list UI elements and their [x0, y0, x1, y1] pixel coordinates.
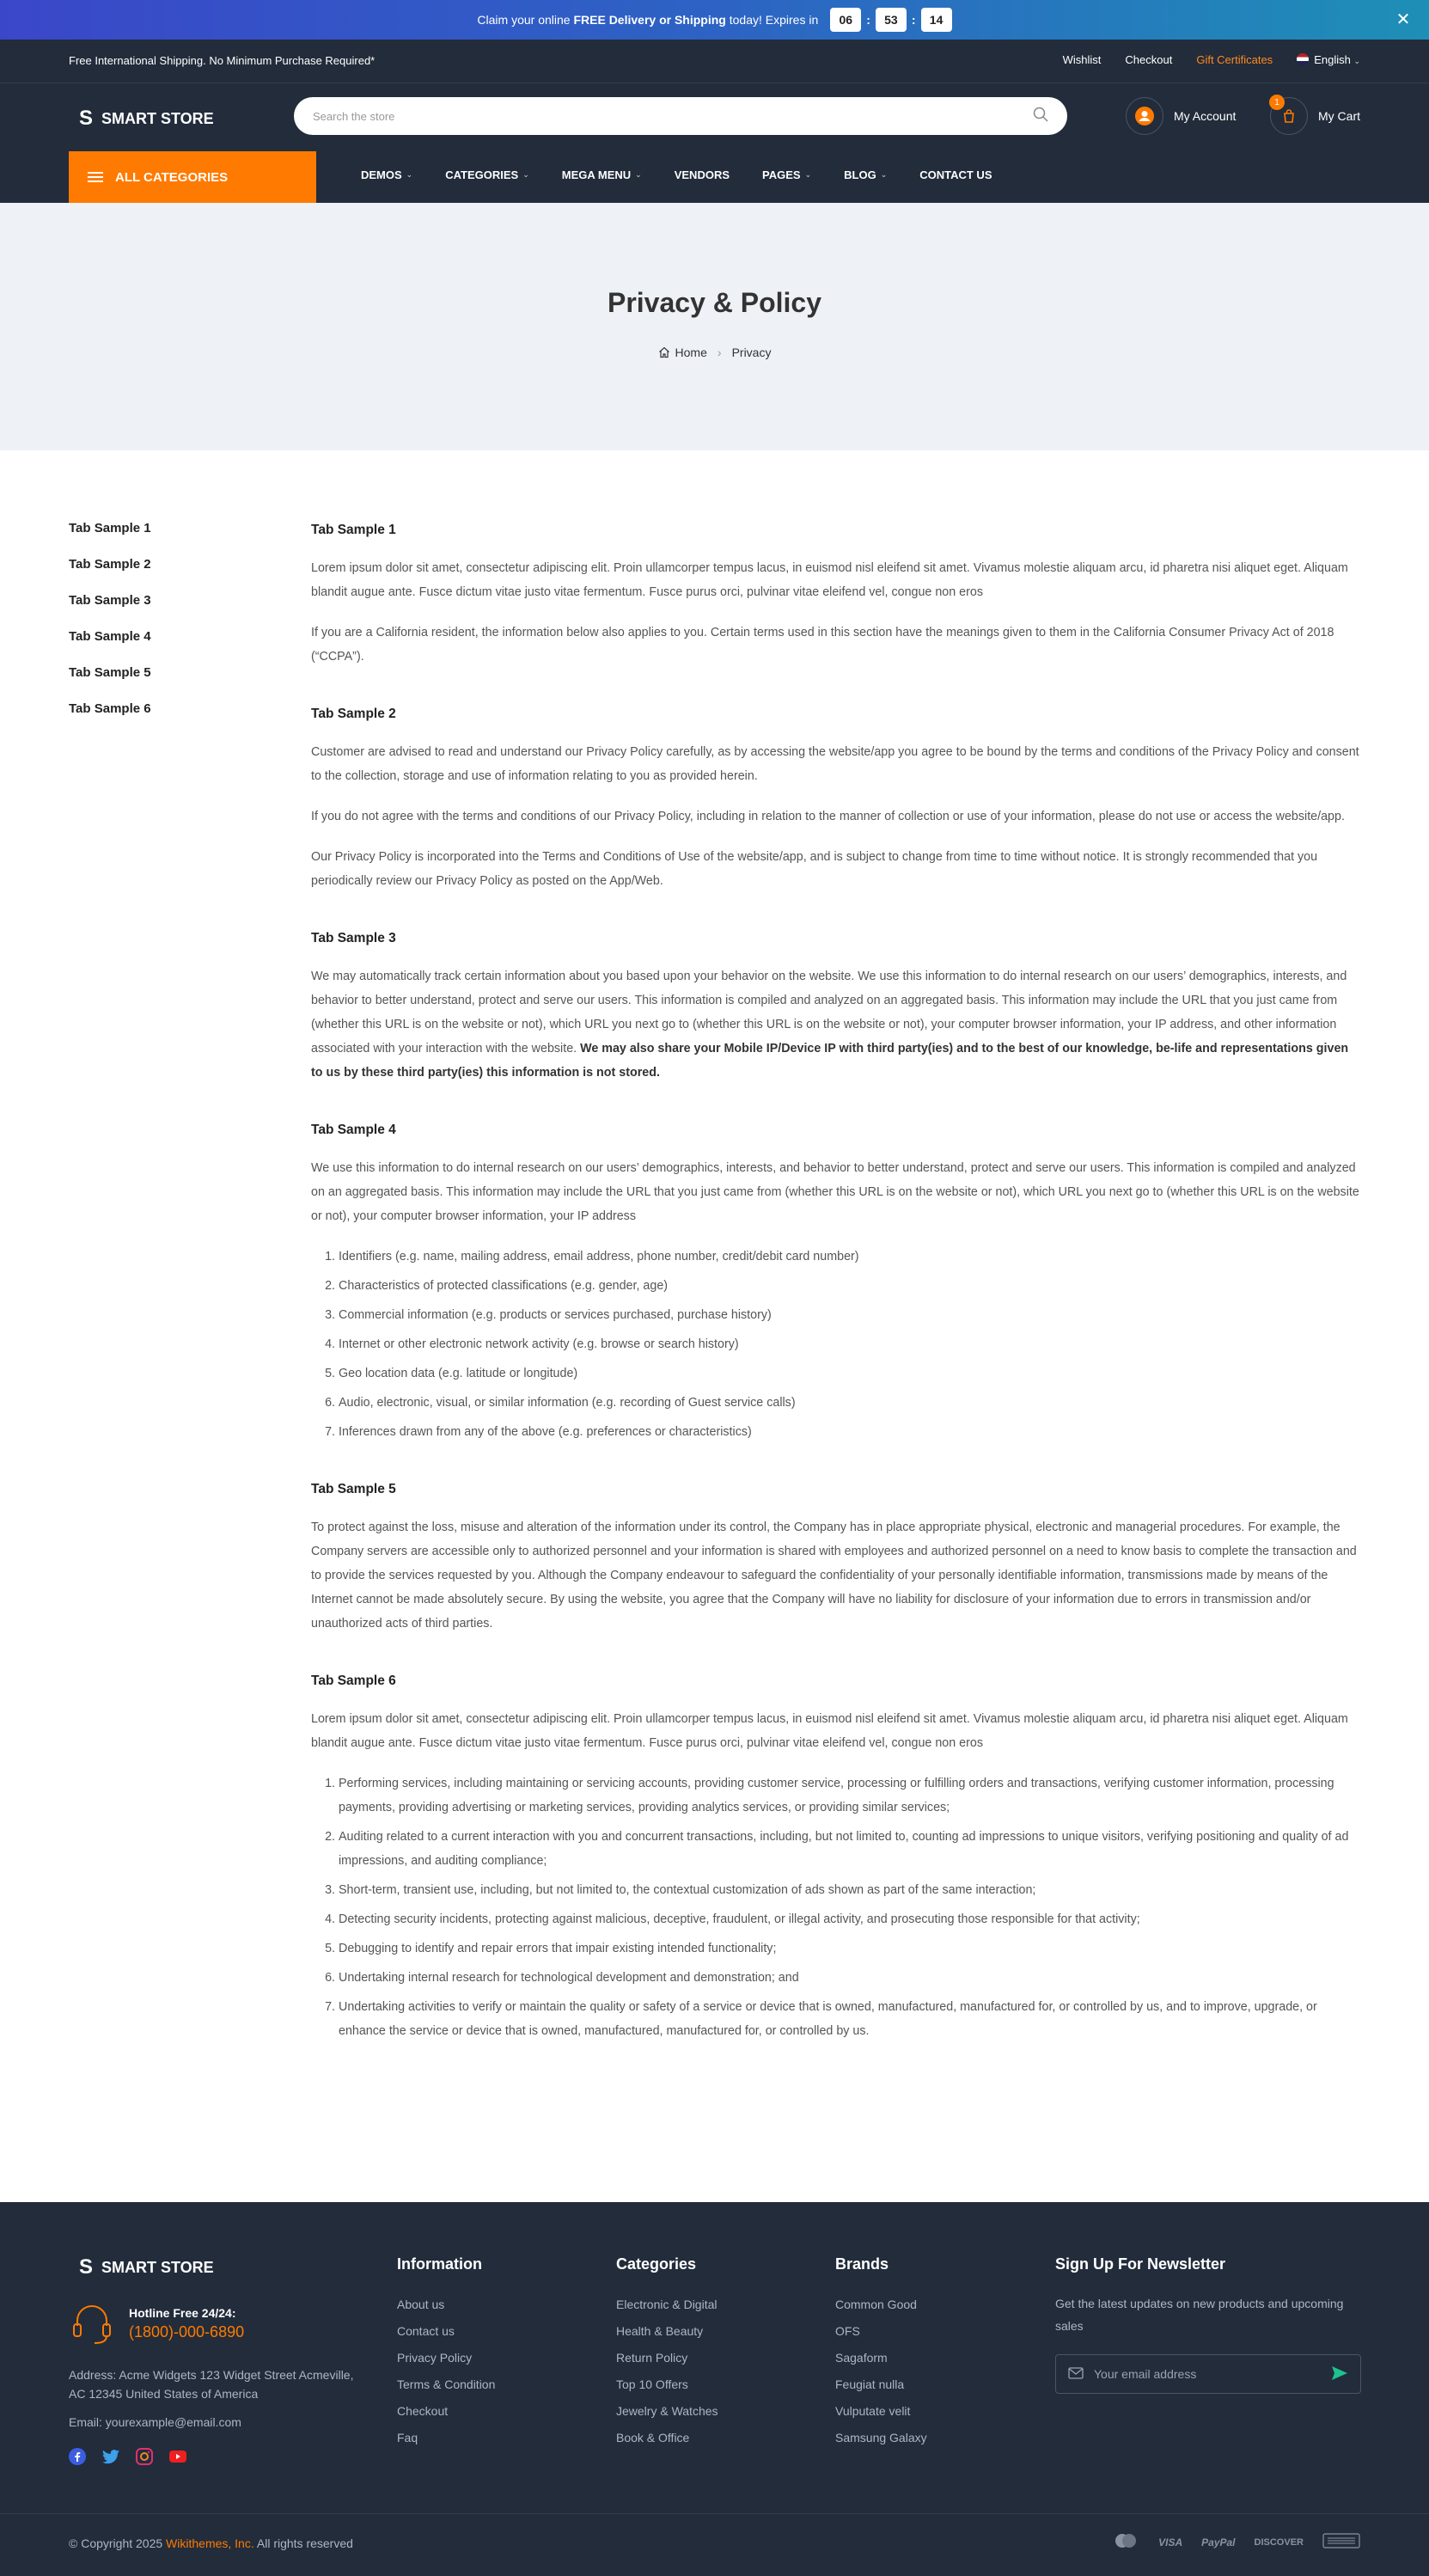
breadcrumb: [0, 346, 1429, 359]
chevron-down-icon: ⌄: [880, 170, 888, 179]
footer-divider: [0, 2513, 1429, 2514]
section-paragraph: If you do not agree with the terms and conditions of our Privacy Policy, including in relation to the manner of collection or use of your information, please do not use or access the website/app.: [311, 810, 1345, 823]
footer-info-link[interactable]: Faq: [397, 2431, 418, 2444]
newsletter-email-input[interactable]: [1094, 2367, 1321, 2381]
nav-item-label: CONTACT US: [919, 168, 992, 181]
tab-sample-5[interactable]: Tab Sample 5: [69, 665, 151, 680]
footer-logo-text: SMART STORE: [101, 2258, 214, 2276]
countdown-hours: 06: [830, 8, 861, 32]
chevron-down-icon: ⌄: [406, 170, 413, 179]
nav-item-label: VENDORS: [674, 168, 730, 181]
section-paragraph: Our Privacy Policy is incorporated into the Terms and Conditions of Use of the website/app, and is subject to change from time to time without notice. It is strongly recommended that you periodically review our Privacy Policy as posted on the App/Web.: [311, 850, 1318, 888]
footer-category-link[interactable]: Return Policy: [616, 2351, 688, 2365]
footer-brands-column: [835, 2255, 927, 2457]
footer-brand-link[interactable]: OFS: [835, 2324, 860, 2338]
us-flag-icon: [1297, 53, 1309, 65]
footer-category-link[interactable]: Jewelry & Watches: [616, 2404, 718, 2418]
list-item: 6. Undertaking internal research for technological development and demonstration; and: [339, 1966, 1361, 1990]
list-item: 7. Undertaking activities to verify or maintain the quality or safety of a service or device that is owned, manufactured, manufactured for, or controlled by us, and to improve, upgrade, or enhance the service or device that is owned, manufactured, manufactured for, or controlled by us.: [339, 1995, 1361, 2043]
footer-brand-link[interactable]: Common Good: [835, 2298, 917, 2311]
footer-category-link[interactable]: Electronic & Digital: [616, 2298, 718, 2311]
logo-mark: S: [79, 107, 94, 130]
twitter-icon[interactable]: [101, 2448, 120, 2468]
list-item: 5. Debugging to identify and repair errors that impair existing intended functionality;: [339, 1937, 1361, 1961]
nav-item-label: MEGA MENU: [561, 168, 632, 181]
newsletter-text: Get the latest updates on new products and upcoming sales: [1055, 2297, 1344, 2333]
tab-sample-2[interactable]: Tab Sample 2: [69, 557, 151, 572]
bold-statement: We may also share your Mobile IP/Device IP with third party(ies) and to the best of our knowledge, be-life and representations given to us by these third party(ies) this information is not stored.: [311, 1042, 1349, 1080]
close-icon[interactable]: ✕: [1395, 10, 1411, 29]
utility-links: [1063, 53, 1360, 66]
tab-sample-3[interactable]: Tab Sample 3: [69, 593, 151, 608]
section-6: [311, 1672, 1361, 2043]
chevron-down-icon: ⌄: [522, 170, 529, 179]
nav-menu: [361, 168, 992, 181]
countdown-seconds: 14: [921, 8, 952, 32]
search-input[interactable]: [313, 110, 1033, 123]
list-item: 5. Geo location data (e.g. latitude or longitude): [339, 1361, 1361, 1386]
chevron-down-icon: ⌄: [1353, 57, 1360, 65]
section-paragraph: Lorem ipsum dolor sit amet, consectetur adipiscing elit. Proin ullamcorper tempus lacus, in euismod nisl eleifend sit amet. Vivamus molestie aliquam arcu, id pharetra nisi aliquet eget. Aliquam blandit augue ante. Fusce dictum vitae justo vitae fermentum. Fusce purus orci, pulvinar vitae eleifend vel, congue non eros: [311, 561, 1348, 599]
footer-info-link[interactable]: Checkout: [397, 2404, 449, 2418]
chevron-down-icon: ⌄: [635, 170, 642, 179]
nav-item-label: BLOG: [844, 168, 876, 181]
footer-info-link[interactable]: Terms & Condition: [397, 2377, 496, 2391]
tab-sample-4[interactable]: Tab Sample 4: [69, 629, 151, 644]
list-item: 1. Identifiers (e.g. name, mailing address, email address, phone number, credit/debit card number): [339, 1245, 1361, 1269]
instagram-icon[interactable]: [136, 2448, 153, 2468]
section-list: [311, 1771, 1361, 2043]
nav-item-pages[interactable]: [762, 168, 811, 181]
account-button[interactable]: [1126, 97, 1236, 135]
amex-icon: [1322, 2532, 1360, 2552]
section-paragraph: We use this information to do internal research on our users’ demographics, interests, and behavior to better understand, protect and serve our users. This information is compiled and analyzed on an aggregated basis. This information may include the URL that you just came from (whether this URL is on the website or not), which URL you next go to (whether this URL is on the website or not), your computer browser information, your IP address: [311, 1161, 1359, 1223]
section-paragraph: Lorem ipsum dolor sit amet, consectetur adipiscing elit. Proin ullamcorper tempus lacus, in euismod nisl eleifend sit amet. Vivamus molestie aliquam arcu, id pharetra nisi aliquet eget. Aliquam blandit augue ante. Fusce dictum vitae justo vitae fermentum. Fusce purus orci, pulvinar vitae eleifend vel, congue non eros: [311, 1712, 1348, 1750]
page-title: Privacy & Policy: [607, 287, 822, 318]
nav-item-vendors[interactable]: [675, 168, 730, 181]
user-icon: [1126, 97, 1163, 135]
footer-brand-link[interactable]: Feugiat nulla: [835, 2377, 905, 2391]
footer-brand-link[interactable]: Samsung Galaxy: [835, 2431, 927, 2444]
logo-text: SMART STORE: [101, 109, 214, 127]
footer-info-title: Information: [397, 2255, 482, 2273]
section-list: [311, 1245, 1361, 1444]
section-title: Tab Sample 1: [311, 523, 396, 537]
footer-info-link[interactable]: Privacy Policy: [397, 2351, 473, 2365]
search-icon[interactable]: [1033, 107, 1048, 126]
list-item: 3. Commercial information (e.g. products or services purchased, purchase history): [339, 1303, 1361, 1327]
home-icon: [658, 346, 670, 358]
social-links: [69, 2448, 187, 2468]
nav-item-label: PAGES: [762, 168, 801, 181]
current-crumb: Privacy: [731, 346, 772, 359]
cart-button[interactable]: [1270, 97, 1360, 135]
utility-bar: [0, 40, 1429, 83]
checkout-link[interactable]: Checkout: [1125, 53, 1173, 66]
section-2: [311, 705, 1361, 893]
payment-methods: [1112, 2532, 1360, 2552]
wishlist-link[interactable]: Wishlist: [1062, 53, 1102, 66]
footer-category-link[interactable]: Top 10 Offers: [616, 2377, 688, 2391]
list-item: 4. Internet or other electronic network activity (e.g. browse or search history): [339, 1332, 1361, 1356]
footer-info-link[interactable]: Contact us: [397, 2324, 455, 2338]
footer-address: Address: Acme Widgets 123 Widget Street Acmeville, AC 12345 United States of America: [69, 2368, 354, 2401]
language-label: English: [1314, 53, 1351, 66]
section-title: Tab Sample 2: [311, 707, 396, 721]
facebook-icon[interactable]: [69, 2448, 86, 2468]
section-4: [311, 1121, 1361, 1444]
nav-item-demos[interactable]: [361, 168, 412, 181]
list-item: 2. Characteristics of protected classifications (e.g. gender, age): [339, 1274, 1361, 1298]
footer-category-link[interactable]: Book & Office: [616, 2431, 690, 2444]
home-crumb[interactable]: [658, 346, 707, 359]
footer-info-column: [397, 2255, 495, 2457]
hotline-label: Hotline Free 24/24:: [129, 2305, 236, 2320]
page-hero: [0, 203, 1429, 450]
section-1: [311, 521, 1361, 669]
search-bar: [294, 97, 1067, 135]
chevron-down-icon: ⌄: [804, 170, 812, 179]
youtube-icon[interactable]: [168, 2448, 187, 2468]
list-item: 3. Short-term, transient use, including, but not limited to, the contextual customization of ads shown as part of the same interaction;: [339, 1878, 1361, 1902]
copyright-brand-link[interactable]: Wikithemes, Inc.: [166, 2536, 254, 2550]
countdown-minutes: 53: [876, 8, 907, 32]
nav-item-label: CATEGORIES: [445, 168, 519, 181]
all-categories-button[interactable]: [69, 151, 316, 203]
nav-item-mega-menu[interactable]: [562, 168, 642, 181]
footer-info-link[interactable]: About us: [397, 2298, 445, 2311]
mail-icon: [1068, 2367, 1084, 2382]
chevron-right-icon: ›: [717, 346, 722, 359]
tab-sample-1[interactable]: Tab Sample 1: [69, 521, 151, 535]
mastercard-icon: [1112, 2532, 1139, 2552]
list-item: 6. Audio, electronic, visual, or similar information (e.g. recording of Guest service calls): [339, 1391, 1361, 1415]
footer: [0, 2202, 1429, 2576]
footer-brands-title: Brands: [835, 2255, 889, 2273]
cart-count-badge: 1: [1269, 95, 1285, 110]
list-item: 7. Inferences drawn from any of the above (e.g. preferences or characteristics): [339, 1420, 1361, 1444]
copyright: © Copyright 2025 Wikithemes, Inc. All rights reserved: [69, 2536, 353, 2550]
footer-categories-title: Categories: [616, 2255, 697, 2273]
logo[interactable]: [79, 107, 214, 131]
nav-item-blog[interactable]: [844, 168, 887, 181]
footer-brand-link[interactable]: Vulputate velit: [835, 2404, 911, 2418]
nav-item-categories[interactable]: [445, 168, 529, 181]
section-paragraph: If you are a California resident, the information below also applies to you. Certain terms used in this section have the meanings given to them in the California Consumer Privacy Act of 2018 (“CCPA”).: [311, 626, 1334, 664]
hotline: [69, 2300, 244, 2347]
send-icon[interactable]: [1331, 2365, 1348, 2383]
section-paragraph: To protect against the loss, misuse and alteration of the information under its control, the Company has in place appropriate physical, electronic and managerial procedures. For example, the Company servers are accessible only to authorized personnel and your information is shared with employees and authorized personnel on a need to know basis to complete the transaction and to provide the services requested by you. Although the Company endeavour to safeguard the confidentiality of your personally identifiable information, transmissions made by means of the Internet cannot be made absolutely secure. By using the website, you agree that the Company will have no liability for disclosure of your information due to errors in transmission and/or unauthorized acts of third parties.: [311, 1521, 1357, 1631]
nav-item-label: DEMOS: [361, 168, 402, 181]
footer-logo[interactable]: [79, 2255, 214, 2279]
footer-category-link[interactable]: Health & Beauty: [616, 2324, 704, 2338]
headset-icon: [69, 2300, 115, 2347]
discover-label: DISCOVER: [1254, 2536, 1304, 2548]
visa-label: VISA: [1158, 2536, 1183, 2548]
countdown: 06 : 53 : 14: [830, 8, 951, 32]
list-item: 1. Performing services, including maintaining or servicing accounts, providing customer service, processing or fulfilling orders and transactions, verifying customer information, processing payments, providing advertising or marketing services, providing analytics services, or providing similar services;: [339, 1771, 1361, 1820]
cart-label: My Cart: [1318, 109, 1360, 123]
nav-item-contact-us[interactable]: [919, 168, 992, 181]
list-item: 4. Detecting security incidents, protecting against malicious, deceptive, fraudulent, or illegal activity, and prosecuting those responsible for that activity;: [339, 1907, 1361, 1931]
section-title: Tab Sample 3: [311, 931, 396, 945]
paypal-label: PayPal: [1201, 2536, 1236, 2548]
footer-email[interactable]: Email: yourexample@email.com: [69, 2415, 241, 2429]
policy-tabs: [69, 521, 151, 716]
newsletter-form: [1055, 2354, 1361, 2394]
home-crumb-label: Home: [675, 346, 707, 359]
section-5: [311, 1480, 1361, 1636]
section-title: Tab Sample 5: [311, 1482, 396, 1496]
shipping-notice: Free International Shipping. No Minimum Purchase Required*: [69, 54, 376, 67]
footer-categories-column: [616, 2255, 718, 2457]
section-title: Tab Sample 4: [311, 1123, 396, 1137]
section-paragraph: Customer are advised to read and understand our Privacy Policy carefully, as by accessing the website/app you agree to be bound by the terms and conditions of the Privacy Policy and consent to the collection, storage and use of information relating to you as provided herein.: [311, 745, 1359, 783]
section-3: [311, 929, 1361, 1085]
newsletter-title: Sign Up For Newsletter: [1055, 2255, 1226, 2273]
newsletter: [1055, 2255, 1361, 2394]
all-categories-label: ALL CATEGORIES: [115, 169, 229, 185]
policy-content: [311, 521, 1361, 2079]
language-selector[interactable]: [1297, 53, 1360, 66]
promo-bar: [0, 0, 1429, 40]
footer-brand-link[interactable]: Sagaform: [835, 2351, 888, 2365]
account-label: My Account: [1174, 109, 1237, 123]
tab-sample-6[interactable]: Tab Sample 6: [69, 701, 151, 716]
gift-certificates-link[interactable]: Gift Certificates: [1196, 53, 1273, 66]
hotline-number[interactable]: (1800)-000-6890: [129, 2322, 245, 2340]
menu-icon: [88, 172, 103, 182]
list-item: 2. Auditing related to a current interaction with you and concurrent transactions, including, but not limited to, counting ad impressions to unique visitors, verifying positioning and quality of ad impressions, and auditing compliance;: [339, 1825, 1361, 1873]
section-title: Tab Sample 6: [311, 1673, 396, 1688]
cart-icon: [1270, 97, 1308, 135]
section-paragraph: We may automatically track certain information about you based upon your behavior on the website. We use this information to do internal research on our users’ demographics, interests, and behavior to better understand, protect and serve our users. This information is compiled and analyzed on an aggregated basis. This information may include the URL that you just came from (whether this URL is on the website or not), which URL you next go to (whether this URL is on the website or not), your computer browser information, your IP address, and other information associated with your interaction with the website. We may also share your Mobile IP/Device IP with third party(ies) and to the best of our knowledge, be-life and representations given to us by these third party(ies) this information is not stored.: [311, 970, 1349, 1080]
footer-logo-mark: S: [79, 2255, 94, 2279]
promo-text: Claim your online FREE Delivery or Shipping today! Expires in: [477, 13, 819, 27]
